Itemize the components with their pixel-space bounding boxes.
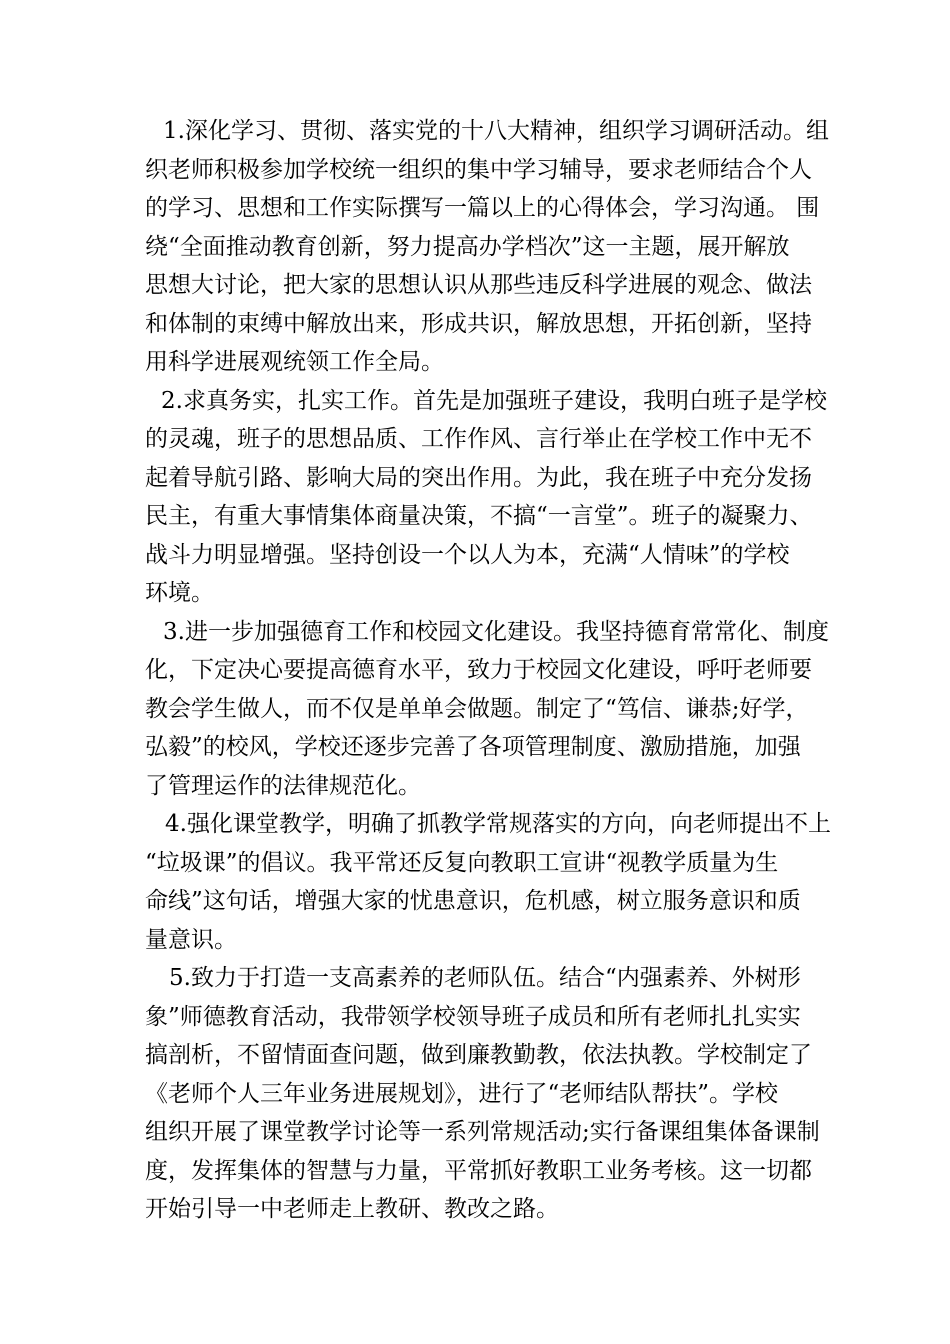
paragraph-line: 民主，有重大事情集体商量决策，不搞“一言堂”。班子的凝聚力、	[145, 503, 813, 529]
paragraph-line: 1.深化学习、贯彻、落实党的十八大精神，组织学习调研活动。组	[163, 118, 829, 144]
paragraph-line: 4.强化课堂教学，明确了抓教学常规落实的方向，向老师提出不上	[165, 811, 831, 837]
paragraph-line: 了管理运作的法律规范化。	[145, 772, 421, 799]
paragraph-line: 环境。	[145, 580, 214, 606]
paragraph-line: 战斗力明显增强。坚持创设一个以人为本，充满“人情味”的学校	[145, 541, 790, 568]
paragraph-2	[145, 382, 825, 613]
paragraph-line: 起着导航引路、影响大局的突出作用。为此，我在班子中充分发扬	[145, 464, 812, 491]
paragraph-line: 的灵魂，班子的思想品质、工作作风、言行举止在学校工作中无不	[145, 426, 812, 452]
paragraph-5	[145, 959, 825, 1229]
paragraph-1	[145, 112, 829, 382]
paragraph-line: “垃圾课”的倡议。我平常还反复向教职工宣讲“视教学质量为生	[145, 849, 779, 876]
paragraph-line: 象”师德教育活动，我带领学校领导班子成员和所有老师扎扎实实	[145, 1003, 801, 1030]
paragraph-line: 量意识。	[145, 926, 237, 953]
paragraph-line: 教会学生做人，而不仅是单单会做题。制定了“笃信、谦恭;好学，	[145, 695, 809, 722]
paragraph-line: 命线”这句话，增强大家的忧患意识，危机感，树立服务意识和质	[145, 888, 801, 914]
paragraph-3	[145, 613, 829, 806]
paragraph-line: 度，发挥集体的智慧与力量，平常抓好教职工业务考核。这一切都	[145, 1157, 812, 1184]
paragraph-line: 用科学进展观统领工作全局。	[145, 349, 444, 375]
paragraph-4	[145, 805, 831, 959]
paragraph-line: 和体制的束缚中解放出来，形成共识，解放思想，开拓创新，坚持	[145, 310, 812, 337]
paragraph-line: 绕“全面推动教育创新，努力提高办学档次”这一主题，展开解放	[145, 233, 790, 260]
paragraph-line: 弘毅”的校风，学校还逐步完善了各项管理制度、激励措施，加强	[145, 734, 801, 760]
paragraph-line: 5.致力于打造一支高素养的老师队伍。结合“内强素养、外树形	[169, 965, 801, 991]
paragraph-line: 3.进一步加强德育工作和校园文化建设。我坚持德育常常化、制度	[163, 618, 829, 645]
paragraph-line: 的学习、思想和工作实际撰写一篇以上的心得体会，学习沟通。 围	[145, 195, 820, 221]
paragraph-line: 思想大讨论，把大家的思想认识从那些违反科学进展的观念、做法	[145, 272, 812, 298]
paragraph-line: 搞剖析，不留情面查问题，做到廉教勤教，依法执教。学校制定了	[145, 1042, 812, 1068]
document-body	[145, 112, 831, 1229]
paragraph-line: 织老师积极参加学校统一组织的集中学习辅导，要求老师结合个人	[145, 156, 812, 183]
paragraph-line: 组织开展了课堂教学讨论等一系列常规活动;实行备课组集体备课制	[145, 1119, 820, 1145]
paragraph-line: 化，下定决心要提高德育水平，致力于校园文化建设，呼吁老师要	[145, 657, 812, 683]
paragraph-line: 《老师个人三年业务进展规划》，进行了“老师结队帮扶”。学校	[145, 1080, 779, 1107]
paragraph-line: 2.求真务实，扎实工作。首先是加强班子建设，我明白班子是学校	[161, 387, 827, 414]
paragraph-line: 开始引导一中老师走上教研、教改之路。	[145, 1196, 559, 1222]
